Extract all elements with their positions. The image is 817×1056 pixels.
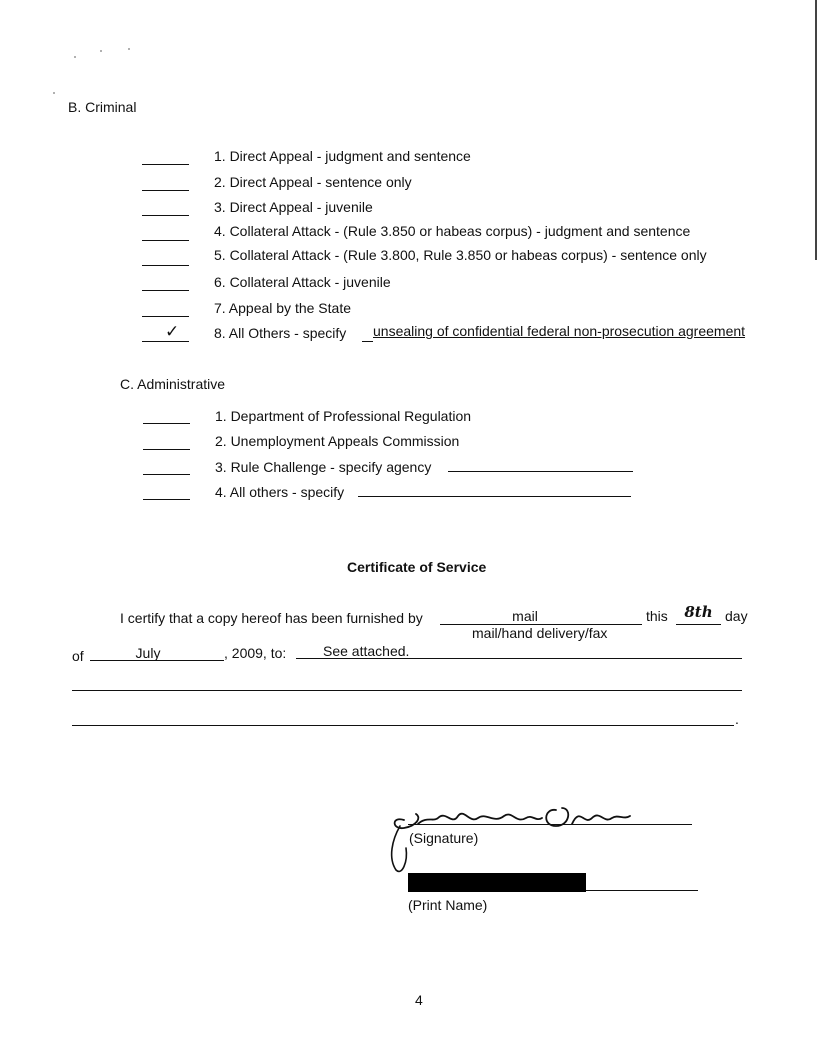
admin-item-1: 1. Department of Professional Regulation [215, 408, 472, 424]
criminal-item-6: 6. Collateral Attack - juvenile [214, 274, 391, 290]
recipient-line-3 [72, 725, 734, 726]
of-word: of [72, 648, 84, 664]
certify-statement: I certify that a copy hereof has been furnished by [120, 610, 423, 626]
certificate-title: Certificate of Service [347, 559, 487, 575]
checkbox-line [143, 499, 190, 500]
admin-item-2: 2. Unemployment Appeals Commission [215, 433, 460, 449]
day-blank [676, 624, 721, 625]
day-word: day [725, 608, 748, 624]
print-name-line [586, 890, 698, 891]
section-c-heading: C. Administrative [120, 376, 226, 392]
checkbox-line [142, 240, 189, 241]
scan-speck [100, 50, 102, 52]
criminal-item-8-specify: unsealing of confidential federal non-prosecution agreement [373, 323, 746, 339]
method-value: mail [512, 608, 538, 624]
specify-line-lead [362, 341, 373, 342]
checkbox-line [142, 316, 189, 317]
page-number: 4 [415, 992, 423, 1008]
checkbox-line [142, 265, 189, 266]
method-caption: mail/hand delivery/fax [472, 625, 608, 641]
scan-speck [128, 48, 130, 50]
scan-speck [74, 56, 76, 58]
redacted-name [408, 873, 586, 892]
check-mark-icon: ✓ [165, 322, 180, 342]
admin-item-3: 3. Rule Challenge - specify agency [215, 459, 432, 475]
criminal-item-8: 8. All Others - specify [214, 325, 347, 341]
recipient-line-2 [72, 690, 742, 691]
section-b-heading: B. Criminal [68, 99, 137, 115]
criminal-item-4: 4. Collateral Attack - (Rule 3.850 or habeas corpus) - judgment and sentence [214, 223, 691, 239]
criminal-item-3: 3. Direct Appeal - juvenile [214, 199, 373, 215]
checkbox-line [142, 164, 189, 165]
checkbox-line [143, 449, 190, 450]
recipient-value: See attached. [323, 643, 410, 659]
criminal-item-2: 2. Direct Appeal - sentence only [214, 174, 412, 190]
this-word: this [646, 608, 668, 624]
checkbox-line [142, 215, 189, 216]
signature-caption: (Signature) [409, 830, 479, 846]
admin-item-4: 4. All others - specify [215, 484, 345, 500]
scan-speck [53, 92, 55, 94]
day-handwritten: 8th [684, 603, 713, 621]
print-name-caption: (Print Name) [408, 897, 488, 913]
criminal-item-7: 7. Appeal by the State [214, 300, 351, 316]
month-value: July [135, 645, 161, 661]
criminal-item-5: 5. Collateral Attack - (Rule 3.800, Rule 3.850 or habeas corpus) - sentence only [214, 247, 707, 263]
checkbox-line [143, 423, 190, 424]
checkbox-line [142, 190, 189, 191]
checkbox-line [142, 290, 189, 291]
agency-blank [448, 471, 633, 472]
year-text: , 2009, to: [224, 645, 287, 661]
recipient-period: . [735, 711, 739, 727]
checkbox-line [143, 474, 190, 475]
criminal-item-1: 1. Direct Appeal - judgment and sentence [214, 148, 471, 164]
others-blank [358, 496, 631, 497]
